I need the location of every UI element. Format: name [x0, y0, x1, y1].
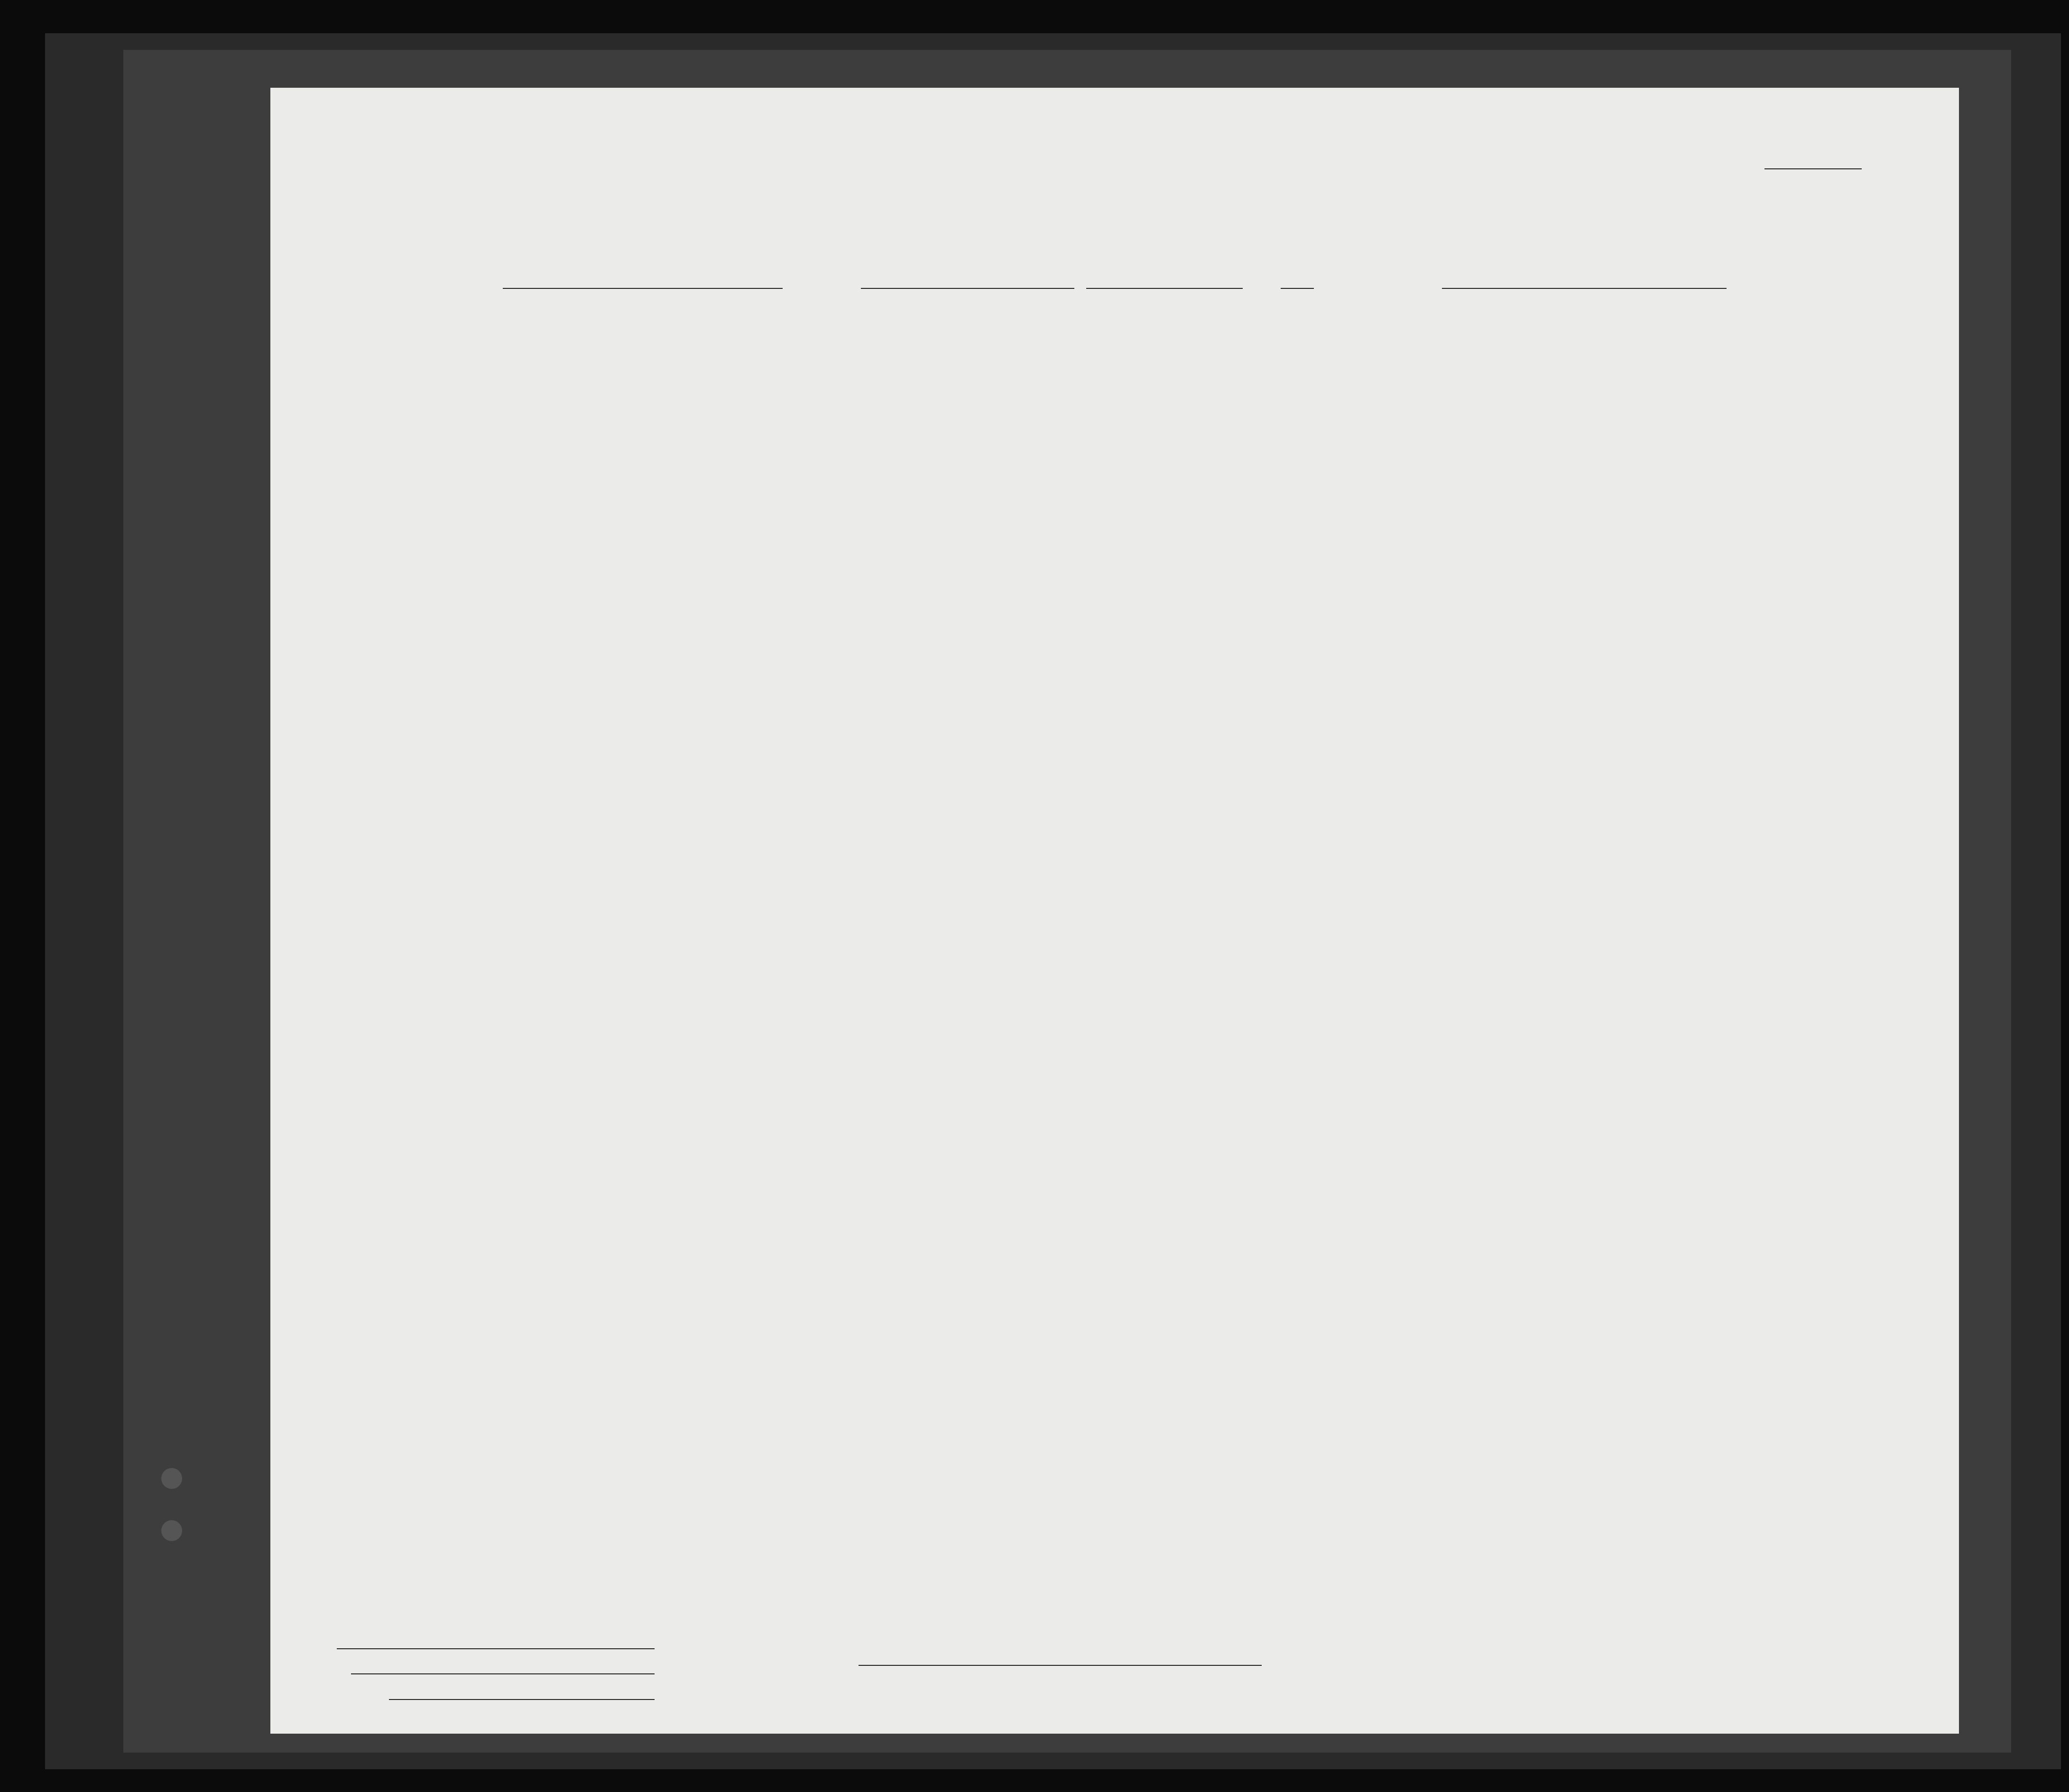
col9-header [1304, 320, 1347, 344]
inspector-rule [859, 1665, 1262, 1666]
col14-header [1603, 320, 1646, 344]
col6-header [996, 320, 1167, 331]
col13-header [1561, 320, 1603, 344]
manifest-sheet [270, 88, 1959, 1734]
agents-rule [389, 1699, 655, 1700]
col3-header [479, 320, 859, 331]
owners-rule [351, 1673, 655, 1674]
col10-header [1347, 320, 1390, 344]
punch-hole [161, 1520, 182, 1541]
col12-header [1475, 320, 1561, 344]
punch-hole [161, 1468, 182, 1489]
col15-header [1646, 320, 1764, 331]
col5-header [873, 320, 996, 331]
line-rule [337, 1648, 655, 1649]
col11-header [1390, 320, 1475, 344]
manifest-grid [270, 88, 1959, 1734]
